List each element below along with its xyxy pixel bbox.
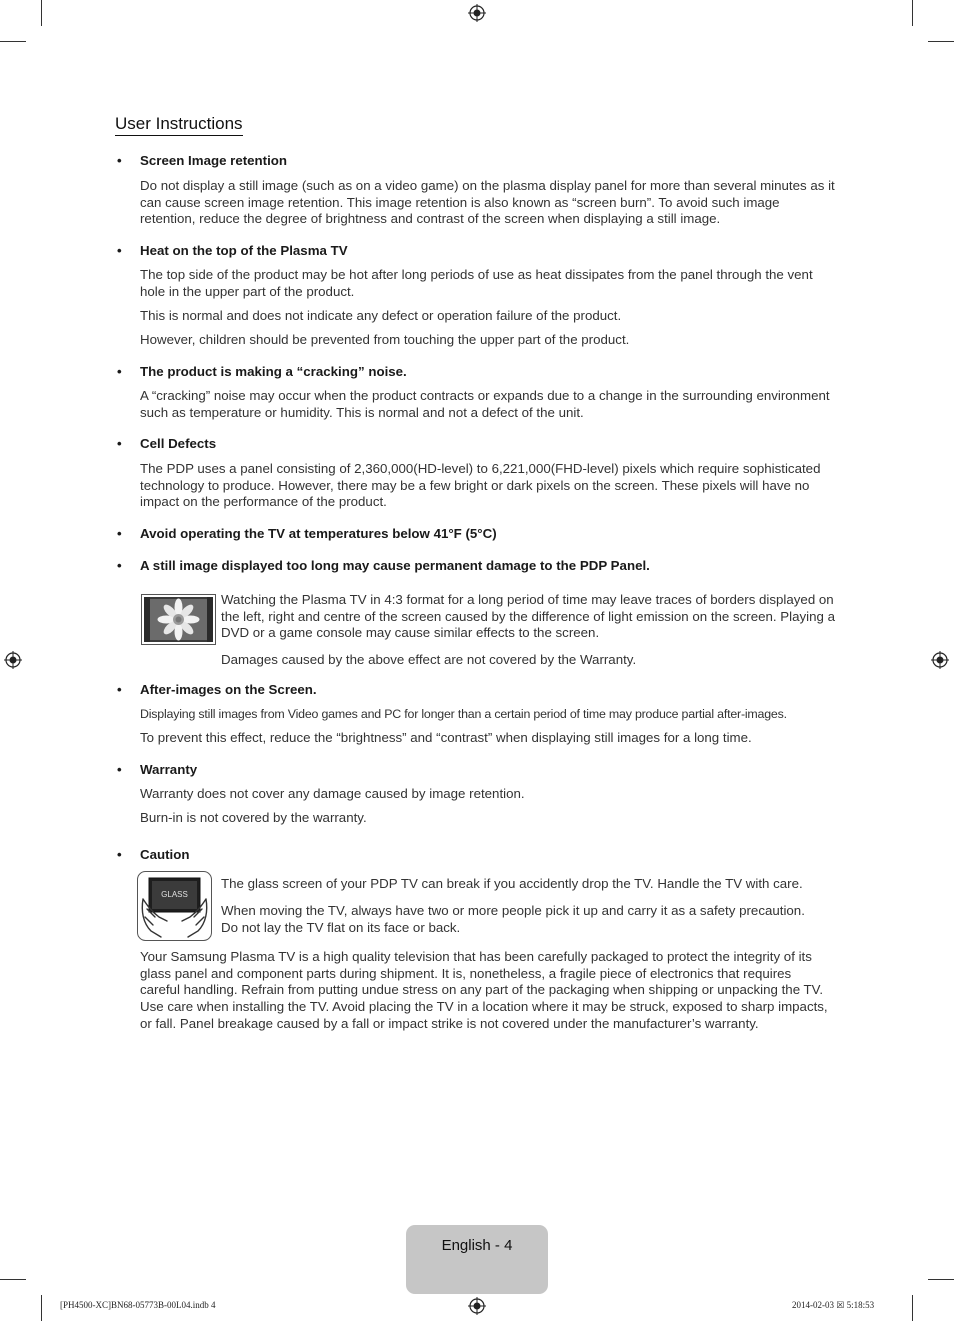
registration-mark-icon [468,1297,486,1315]
paragraph: Damages caused by the above effect are not covered by the Warranty. [221,652,637,667]
section-heading: • Screen Image retention [117,153,288,168]
paragraph: The PDP uses a panel consisting of 2,360,000(HD-level) to 6,221,000(FHD-level) pixels which require sophisticated technology to produce. However, there may be a few bright or dark pixels on the screen. These pixels will have no impact on the performance of the product. [140,461,821,510]
paragraph: The glass screen of your PDP TV can break if you accidently drop the TV. Handle the TV with care. [221,876,803,891]
paragraph: Do not display a still image (such as on a video game) on the plasma display panel for more than several minutes as it can cause screen image retention. This image retention is also known as “screen burn”. To avoid such image retention, reduce the degree of brightness and contrast of the screen when displaying a still image. [140,178,835,227]
section-heading: • After-images on the Screen. [117,682,317,697]
bullet-dot: • [117,436,122,451]
bullet-dot: • [117,153,122,168]
bullet-dot: • [117,243,122,258]
print-slug-right: 2014-02-03 ☒ 5:18:53 [792,1300,875,1310]
section-heading: • Cell Defects [117,436,217,451]
crop-mark [41,0,42,26]
registration-mark-icon [4,651,22,669]
paragraph: However, children should be prevented from touching the upper part of the product. [140,332,630,347]
paragraph: To prevent this effect, reduce the “brightness” and “contrast” when displaying still images for a long time. [140,730,752,745]
section-heading: • The product is making a “cracking” noise. [117,364,407,379]
paragraph: Your Samsung Plasma TV is a high quality television that has been carefully packaged to protect the integrity of its glass panel and component parts during shipment. It is, nonetheless, a fragile piece of electronics that requires careful handling. Refrain from putting undue stress on any part of the packaging when shipping or unpacking the TV. Use care when installing the TV. Avoid placing the TV in a location where it may be struck, exposed to sharp impacts, or fall. Panel breakage caused by a fall or impact strike is not covered under the manufacturer’s warranty. [140,949,828,1031]
paragraph: When moving the TV, always have two or more people pick it up and carry it as a safety precaution. Do not lay the TV flat on its face or back. [221,903,805,935]
crop-mark [912,0,913,26]
crop-mark [0,1279,26,1280]
bullet-dot: • [117,558,122,573]
crop-mark [928,1279,954,1280]
paragraph: A “cracking” noise may occur when the product contracts or expands due to a change in the surrounding environment such as temperature or humidity. This is normal and not a defect of the unit. [140,388,830,420]
bullet-dot: • [117,847,122,862]
section-heading: • Heat on the top of the Plasma TV [117,243,348,258]
registration-mark-icon [468,4,486,22]
section-heading: • A still image displayed too long may cause permanent damage to the PDP Panel. [117,558,650,573]
paragraph: Warranty does not cover any damage caused by image retention. [140,786,525,801]
bullet-dot: • [117,526,122,541]
print-slug-left: [PH4500-XC]BN68-05773B-00L04.indb 4 [60,1300,216,1310]
paragraph: The top side of the product may be hot after long periods of use as heat dissipates from the panel through the vent hole in the upper part of the product. [140,267,813,299]
page-number-tab [406,1225,548,1294]
section-heading: • Avoid operating the TV at temperatures below 41°F (5°C) [117,526,497,541]
section-heading: • Warranty [117,762,198,777]
section-heading: • Caution [117,847,190,862]
glass-caution-illustration [137,871,212,941]
registration-mark-icon [931,651,949,669]
glass-label: GLASS [161,890,188,899]
bullet-dot: • [117,364,122,379]
crop-mark [41,1295,42,1321]
crop-mark [928,41,954,42]
paragraph: Watching the Plasma TV in 4:3 format for a long period of time may leave traces of borders displayed on the left, right and centre of the screen caused by the difference of light emission on the screen. Playing a DVD or a game console may cause similar effects to the screen. [221,592,835,641]
bullet-dot: • [117,762,122,777]
paragraph: This is normal and does not indicate any defect or operation failure of the product. [140,308,622,323]
crop-mark [912,1295,913,1321]
bullet-dot: • [117,682,122,697]
page-title: User Instructions [115,114,243,136]
page-number: English - 4 [441,1237,513,1254]
paragraph: Burn-in is not covered by the warranty. [140,810,367,825]
tv-screen-burn-illustration [141,594,216,645]
crop-mark [0,41,26,42]
paragraph: Displaying still images from Video games and PC for longer than a certain period of time may produce partial after-images. [140,707,787,721]
hands-holding-tv-icon [137,871,212,941]
